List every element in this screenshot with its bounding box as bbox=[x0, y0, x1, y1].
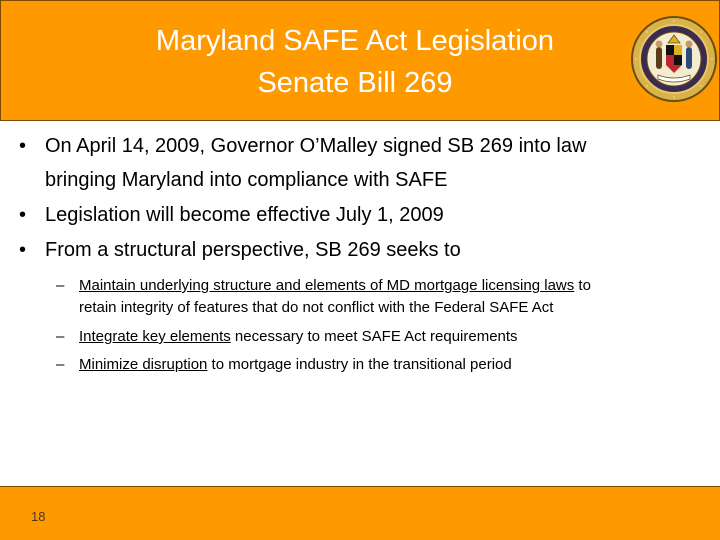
sub-bullet-underlined-phrase: Maintain underlying structure and elements of MD mortgage licensing laws bbox=[79, 277, 575, 294]
sub-bullet-rest: to mortgage industry in the transitional period bbox=[207, 356, 512, 373]
sub-bullet-text-line1 bbox=[79, 355, 512, 375]
title-banner bbox=[0, 0, 720, 121]
bullet-marker: • bbox=[19, 135, 27, 157]
bullet-text-line1: On April 14, 2009, Governor O’Malley signed SB 269 into law bbox=[45, 135, 587, 157]
sub-bullet-maintain-structure bbox=[0, 276, 720, 320]
slide-title: Maryland SAFE Act Legislation bbox=[155, 25, 555, 57]
bullet-effective-date bbox=[0, 203, 720, 228]
sub-bullet-marker: – bbox=[56, 356, 65, 373]
slide-subtitle: Senate Bill 269 bbox=[257, 67, 453, 99]
bullet-structural-perspective bbox=[0, 238, 720, 263]
bullet-text-line2: bringing Maryland into compliance with SAFE bbox=[45, 169, 448, 191]
sub-bullet-minimize-disruption bbox=[0, 355, 720, 375]
sub-bullet-rest: to bbox=[574, 277, 591, 294]
sub-bullet-underlined-phrase: Minimize disruption bbox=[79, 356, 208, 373]
bullet-signed-law bbox=[0, 134, 720, 191]
bullet-marker: • bbox=[19, 204, 27, 226]
sub-bullet-rest: necessary to meet SAFE Act requirements bbox=[230, 328, 518, 345]
page-number: 18 bbox=[31, 509, 46, 524]
sub-bullet-integrate-elements bbox=[0, 327, 720, 347]
sub-bullet-text-line2: retain integrity of features that do not conflict with the Federal SAFE Act bbox=[79, 299, 554, 316]
footer-bar bbox=[0, 486, 720, 540]
bullet-text-line1: Legislation will become effective July 1, 2009 bbox=[45, 204, 444, 226]
sub-bullet-marker: – bbox=[56, 277, 65, 294]
sub-bullet-underlined-phrase: Integrate key elements bbox=[79, 328, 231, 345]
sub-bullet-text-line1 bbox=[79, 276, 591, 296]
sub-bullet-marker: – bbox=[56, 328, 65, 345]
maryland-state-seal-icon bbox=[630, 15, 718, 103]
bullet-marker: • bbox=[19, 239, 27, 261]
sub-bullet-text-line1 bbox=[79, 327, 518, 347]
bullet-text-line1: From a structural perspective, SB 269 seeks to bbox=[45, 239, 461, 261]
